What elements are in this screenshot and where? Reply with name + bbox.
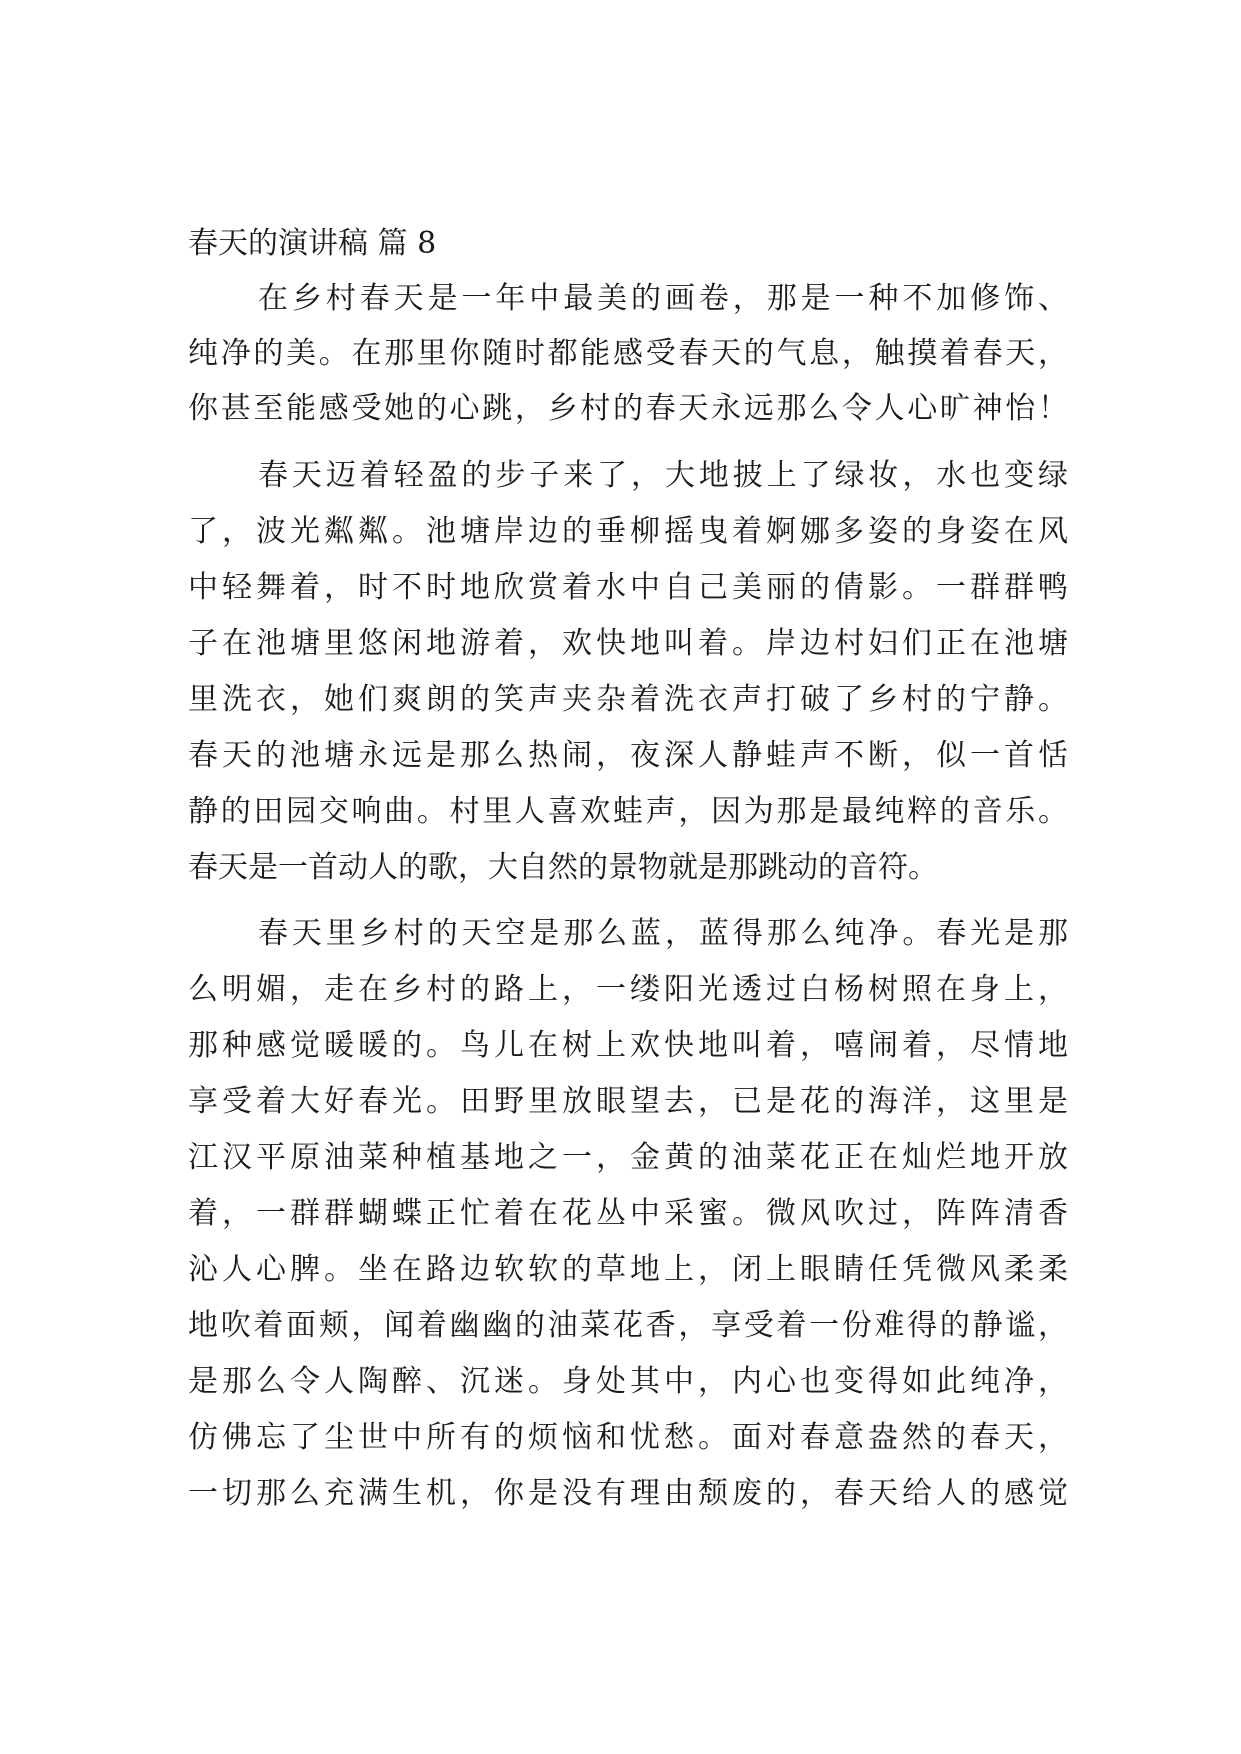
paragraph-line: 仿佛忘了尘世中所有的烦恼和忧愁。面对春意盎然的春天， bbox=[188, 1420, 1068, 1455]
paragraph-line: 地吹着面颊，闻着幽幽的油菜花香，享受着一份难得的静谧， bbox=[188, 1308, 1068, 1343]
paragraph-line: 你甚至能感受她的心跳，乡村的春天永远那么令人心旷神怡！ bbox=[188, 391, 1068, 426]
document-title: 春天的演讲稿 篇 8 bbox=[188, 226, 437, 261]
paragraph-line: 春天的池塘永远是那么热闹，夜深人静蛙声不断，似一首恬 bbox=[188, 738, 1068, 773]
paragraph-line: 是那么令人陶醉、沉迷。身处其中，内心也变得如此纯净， bbox=[188, 1364, 1068, 1399]
paragraph-line: 那种感觉暖暖的。鸟儿在树上欢快地叫着，嘻闹着，尽情地 bbox=[188, 1028, 1068, 1063]
paragraph-line: 春天迈着轻盈的步子来了，大地披上了绿妆，水也变绿 bbox=[258, 458, 1068, 493]
paragraph-line: 子在池塘里悠闲地游着，欢快地叫着。岸边村妇们正在池塘 bbox=[188, 626, 1068, 661]
paragraph-line: 静的田园交响曲。村里人喜欢蛙声，因为那是最纯粹的音乐。 bbox=[188, 794, 1068, 829]
paragraph-line: 里洗衣，她们爽朗的笑声夹杂着洗衣声打破了乡村的宁静。 bbox=[188, 682, 1068, 717]
paragraph-line: 么明媚，走在乡村的路上，一缕阳光透过白杨树照在身上， bbox=[188, 972, 1068, 1007]
paragraph-line: 江汉平原油菜种植基地之一，金黄的油菜花正在灿烂地开放 bbox=[188, 1140, 1068, 1175]
paragraph-line: 一切那么充满生机，你是没有理由颓废的，春天给人的感觉 bbox=[188, 1476, 1068, 1511]
paragraph-line: 纯净的美。在那里你随时都能感受春天的气息，触摸着春天， bbox=[188, 336, 1068, 371]
paragraph-line: 春天是一首动人的歌，大自然的景物就是那跳动的音符。 bbox=[188, 850, 938, 885]
paragraph-line: 在乡村春天是一年中最美的画卷，那是一种不加修饰、 bbox=[258, 281, 1068, 316]
paragraph-line: 着，一群群蝴蝶正忙着在花丛中采蜜。微风吹过，阵阵清香 bbox=[188, 1196, 1068, 1231]
paragraph-line: 中轻舞着，时不时地欣赏着水中自己美丽的倩影。一群群鸭 bbox=[188, 570, 1068, 605]
paragraph-line: 春天里乡村的天空是那么蓝，蓝得那么纯净。春光是那 bbox=[258, 916, 1068, 951]
paragraph-line: 沁人心脾。坐在路边软软的草地上，闭上眼睛任凭微风柔柔 bbox=[188, 1252, 1068, 1287]
paragraph-line: 享受着大好春光。田野里放眼望去，已是花的海洋，这里是 bbox=[188, 1084, 1068, 1119]
paragraph-line: 了，波光粼粼。池塘岸边的垂柳摇曳着婀娜多姿的身姿在风 bbox=[188, 514, 1068, 549]
